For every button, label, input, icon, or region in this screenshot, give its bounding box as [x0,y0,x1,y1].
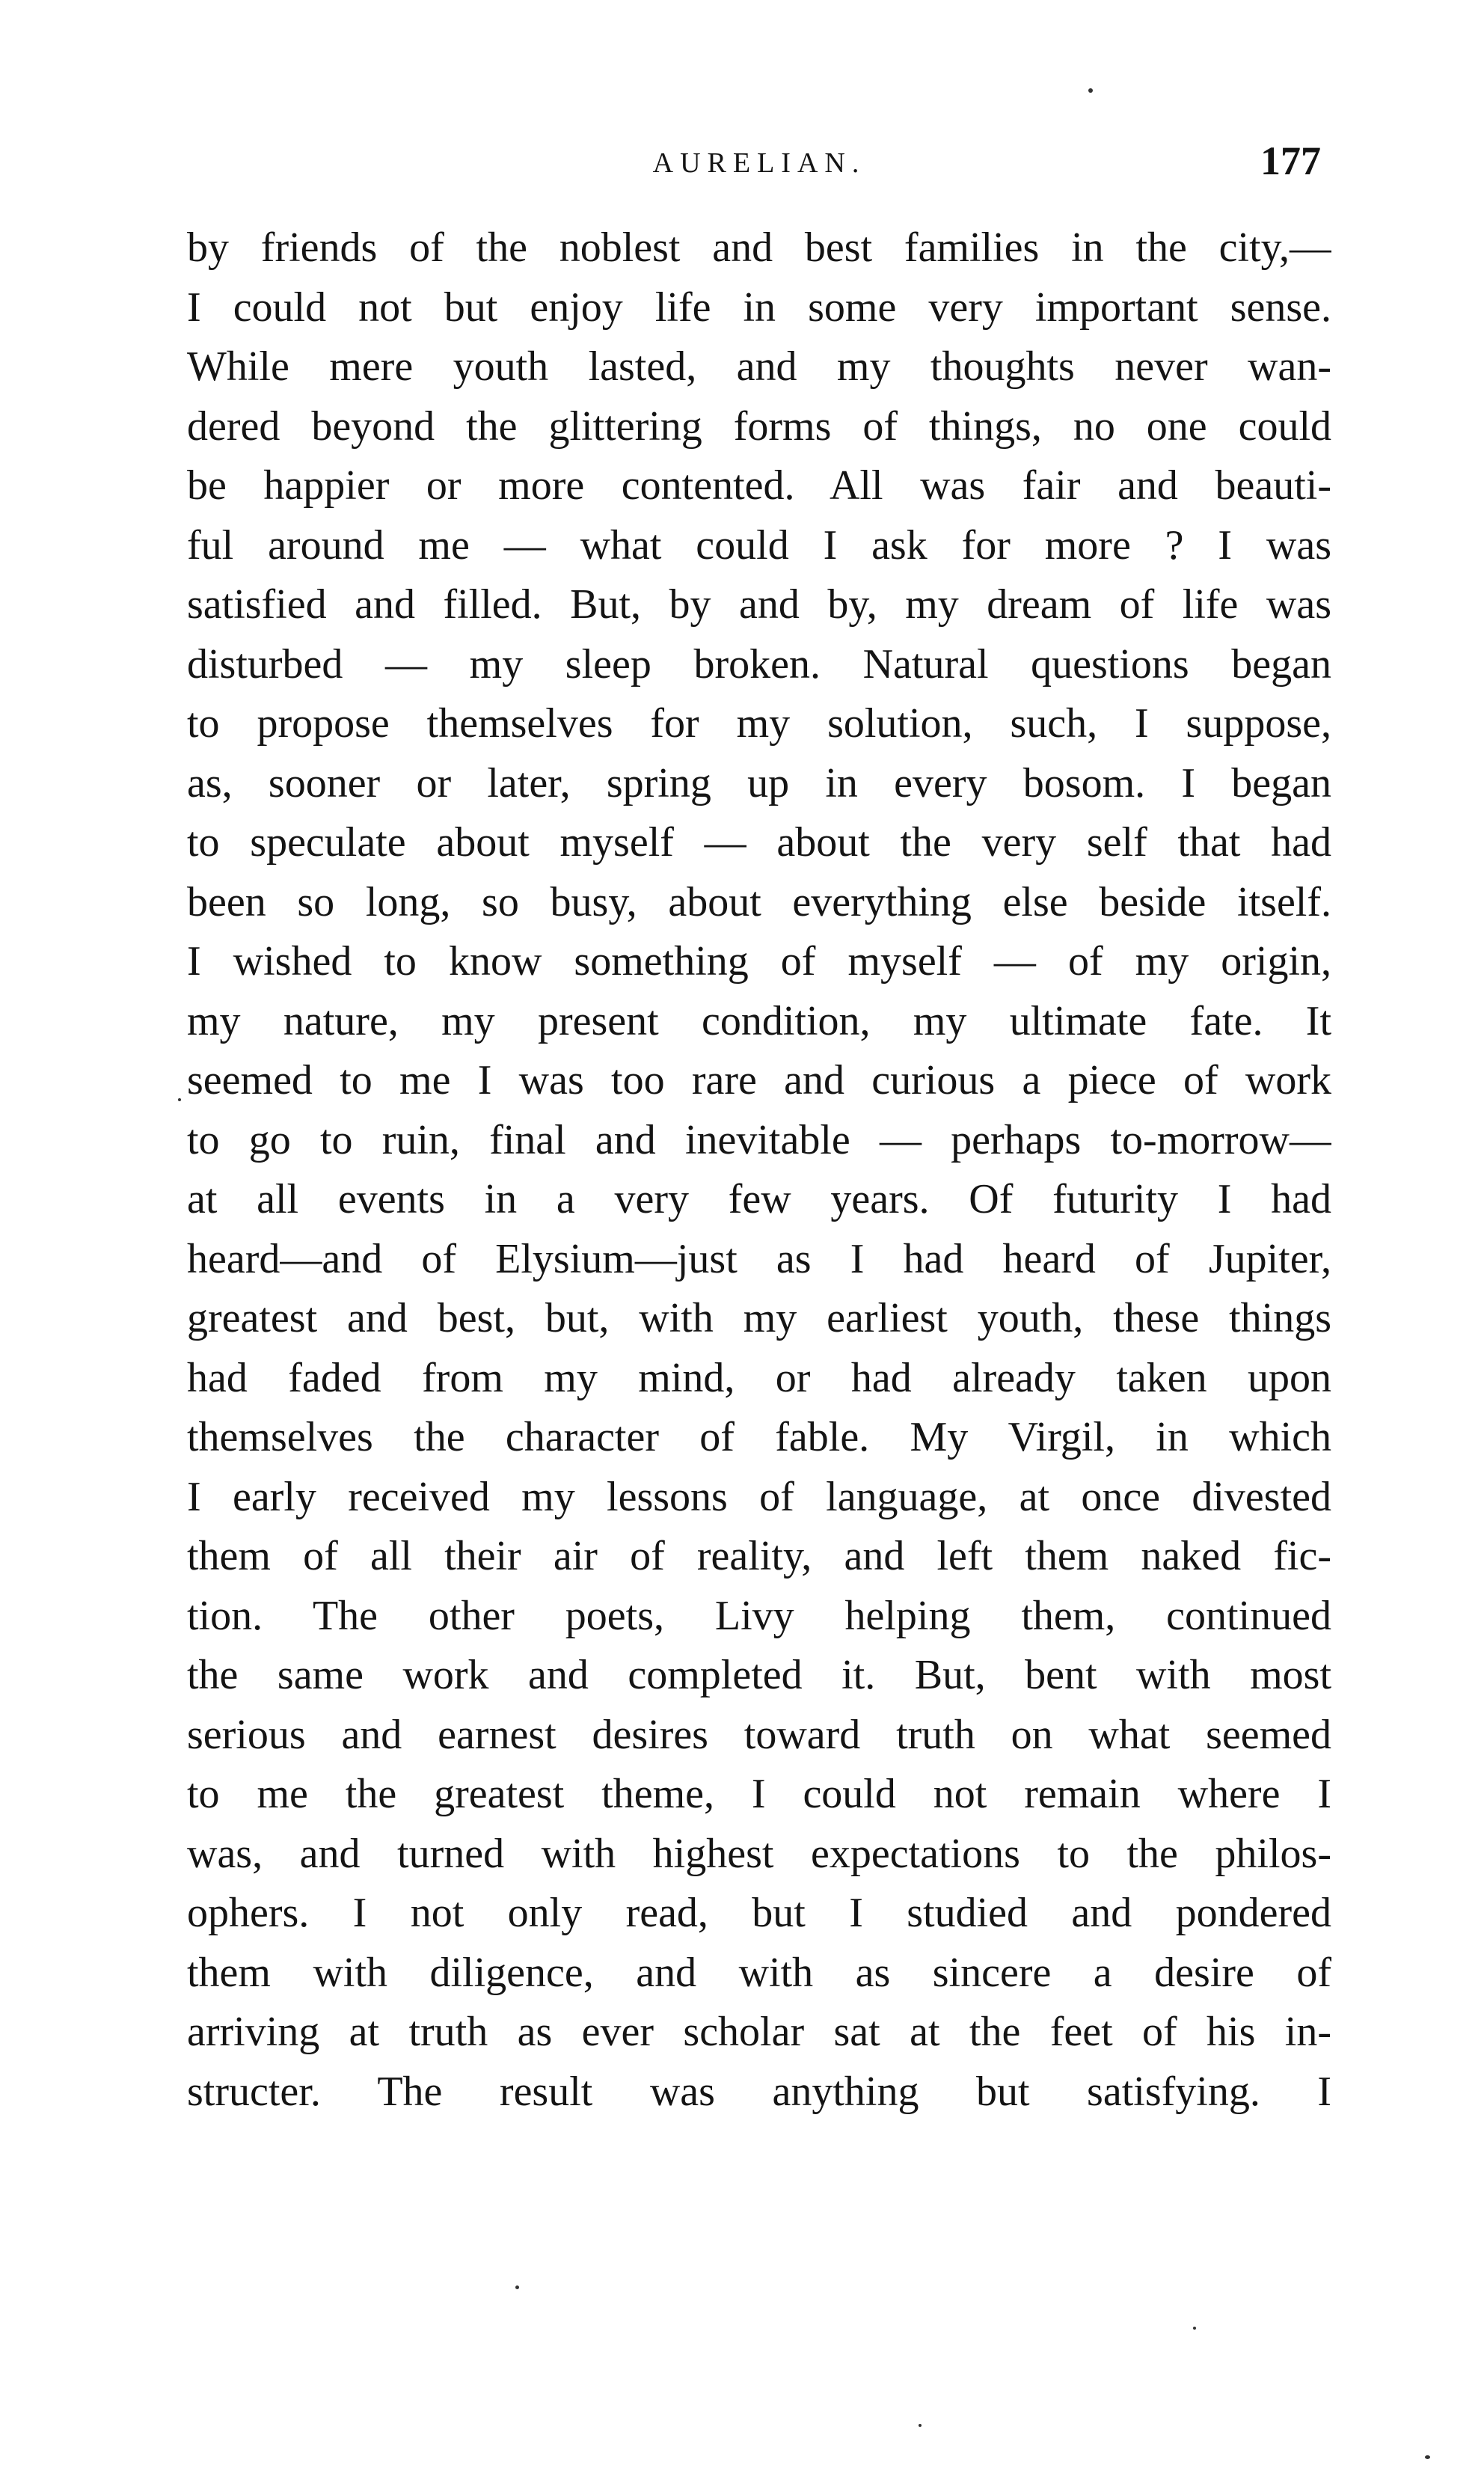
text-line: to go to ruin, final and inevitable — perhaps to-morrow— [187,1116,1331,1163]
text-line: ful around me — what could I ask for more ? I was [187,521,1331,569]
text-line: the same work and completed it. But, bent with most [187,1652,1331,1698]
scan-speck [1425,2455,1430,2459]
text-line: to propose themselves for my solution, such, I suppose, [187,700,1331,747]
page-number: 177 [1260,138,1321,183]
text-line: serious and earnest desires toward truth on what seemed [187,1711,1331,1758]
text-line: at all events in a very few years. Of futurity I had [187,1176,1331,1222]
scan-speck [515,2285,519,2289]
text-line: to speculate about myself — about the very self that had [187,819,1331,866]
text-line: structer. The result was anything but satisfying. I [187,2068,1331,2115]
scan-speck [919,2424,922,2427]
scan-speck [1088,88,1093,93]
text-line: satisfied and filled. But, by and by, my dream of life was [187,581,1331,628]
running-title: AURELIAN. [652,147,866,179]
text-line: greatest and best, but, with my earliest youth, these things [187,1295,1331,1341]
text-line: I could not but enjoy life in some very important sense. [187,284,1331,331]
text-line: them of all their air of reality, and left them naked fic- [187,1533,1331,1579]
text-line: was, and turned with highest expectations to the philos- [187,1830,1331,1877]
scan-speck [178,1098,181,1101]
text-line: my nature, my present condition, my ultimate fate. It [187,997,1331,1044]
text-line: ophers. I not only read, but I studied and pondered [187,1890,1331,1936]
text-line: I early received my lessons of language, at once divested [187,1473,1331,1520]
text-line: seemed to me I was too rare and curious a piece of work [187,1057,1331,1103]
text-line: had faded from my mind, or had already taken upon [187,1354,1331,1401]
text-line: dered beyond the glittering forms of things, no one could [187,402,1331,450]
text-line: arriving at truth as ever scholar sat at the feet of his in- [187,2009,1331,2055]
body-text [187,218,1331,2122]
text-line: heard—and of Elysium—just as I had heard of Jupiter, [187,1235,1331,1282]
text-line: by friends of the noblest and best families in the city,— [187,224,1331,271]
text-line: I wished to know something of myself — of my origin, [187,938,1331,985]
text-line: as, sooner or later, spring up in every bosom. I began [187,759,1331,806]
text-line: to me the greatest theme, I could not remain where I [187,1771,1331,1817]
text-line: be happier or more contented. All was fair and beauti- [187,462,1331,509]
scan-speck [1193,2327,1196,2330]
text-line: them with diligence, and with as sincere a desire of [187,1949,1331,1996]
text-line: While mere youth lasted, and my thoughts never wan- [187,343,1331,390]
text-line: disturbed — my sleep broken. Natural questions began [187,640,1331,688]
text-line: been so long, so busy, about everything else beside itself. [187,878,1331,925]
text-line: tion. The other poets, Livy helping them, continued [187,1592,1331,1639]
page-header [187,138,1331,195]
text-line: themselves the character of fable. My Virgil, in which [187,1414,1331,1460]
